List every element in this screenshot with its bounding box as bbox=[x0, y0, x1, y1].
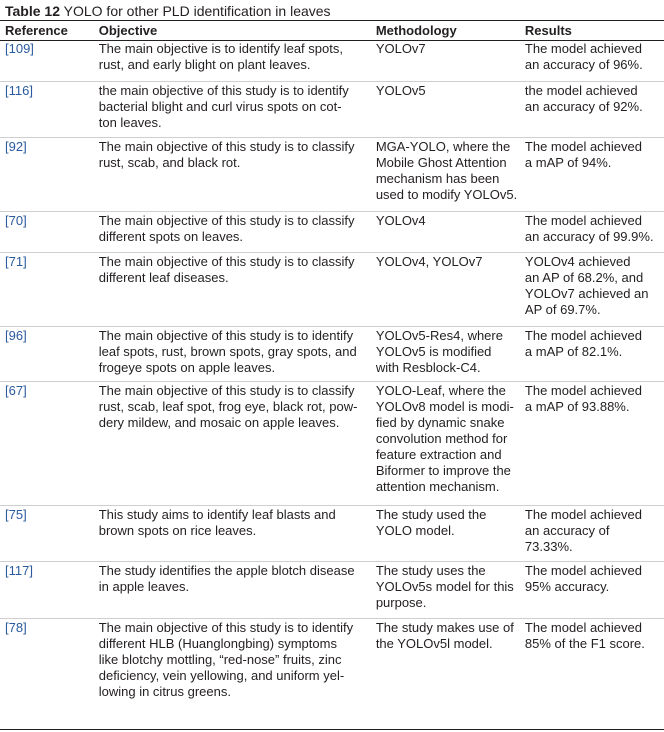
header-methodology: Methodology bbox=[375, 23, 457, 38]
table-title: YOLO for other PLD identification in leaves bbox=[63, 3, 331, 19]
table-row bbox=[0, 561, 664, 618]
methodology-cell: MGA-YOLO, where the Mobile Ghost Attention mechanism has been used to modify YOLOv5. bbox=[376, 137, 525, 211]
table-caption bbox=[5, 2, 331, 20]
objective-cell: This study aims to identify leaf blasts and brown spots on rice leaves. bbox=[99, 505, 376, 561]
results-cell: The model achieved an accuracy of 96%. bbox=[524, 41, 643, 72]
table-row bbox=[0, 505, 664, 561]
objective-cell: The study identifies the apple blotch disease in apple leaves. bbox=[99, 561, 376, 618]
table-row bbox=[0, 381, 664, 505]
reference-link[interactable]: [71] bbox=[0, 252, 99, 326]
header-results: Results bbox=[524, 23, 572, 38]
table-label: Table 12 bbox=[5, 3, 60, 19]
table-row bbox=[0, 618, 664, 708]
objective-cell: The main objective of this study is to classify different spots on leaves. bbox=[99, 211, 376, 252]
table-row bbox=[0, 137, 664, 211]
table-row bbox=[0, 211, 664, 252]
results-cell: The model achieved 85% of the F1 score. bbox=[525, 618, 664, 708]
table-row bbox=[0, 326, 664, 381]
objective-cell: The main objective is to identify leaf spots, rust, and early blight on plant leaves. bbox=[98, 41, 343, 72]
results-cell: The model achieved 95% accuracy. bbox=[525, 561, 664, 618]
objective-cell: The main objective of this study is to identify different HLB (Huanglongbing) symptoms like blotchy mottling, “red-nose” fruits, zinc deficiency, vein yellowing, and uniform yel- lowing in citrus greens. bbox=[99, 618, 376, 708]
methodology-cell: YOLOv7 bbox=[375, 41, 426, 56]
reference-link[interactable]: [116] bbox=[0, 81, 99, 137]
bottom-rule bbox=[0, 729, 664, 730]
objective-cell: The main objective of this study is to classify rust, scab, leaf spot, frog eye, black rot, pow- dery mildew, and mosaic on apple leaves. bbox=[99, 381, 376, 505]
results-cell: The model achieved a mAP of 93.88%. bbox=[525, 381, 664, 505]
results-cell: The model achieved an accuracy of 73.33%. bbox=[525, 505, 664, 561]
results-cell: YOLOv4 achieved an AP of 68.2%, and YOLOv7 achieved an AP of 69.7%. bbox=[525, 252, 664, 326]
methodology-cell: The study used the YOLO model. bbox=[376, 505, 525, 561]
table-row bbox=[0, 252, 664, 326]
table-row bbox=[0, 40, 664, 81]
methodology-cell: YOLOv4, YOLOv7 bbox=[376, 252, 525, 326]
objective-cell: The main objective of this study is to classify rust, scab, and black rot. bbox=[99, 137, 376, 211]
reference-link[interactable]: [78] bbox=[0, 618, 99, 708]
methodology-cell: YOLOv5-Res4, where YOLOv5 is modified with Resblock-C4. bbox=[376, 326, 525, 381]
reference-link[interactable]: [109] bbox=[5, 41, 34, 56]
header-objective: Objective bbox=[98, 23, 158, 38]
results-cell: The model achieved a mAP of 82.1%. bbox=[525, 326, 664, 381]
objective-cell: the main objective of this study is to identify bacterial blight and curl virus spots on cot- ton leaves. bbox=[99, 81, 376, 137]
table-body bbox=[0, 40, 664, 708]
methodology-cell: YOLOv5 bbox=[376, 81, 525, 137]
objective-cell: The main objective of this study is to identify leaf spots, rust, brown spots, gray spots, and frogeye spots on apple leaves. bbox=[99, 326, 376, 381]
header-reference: Reference bbox=[5, 23, 68, 38]
methodology-cell: The study makes use of the YOLOv5l model. bbox=[376, 618, 525, 708]
reference-link[interactable]: [70] bbox=[0, 211, 99, 252]
objective-cell: The main objective of this study is to classify different leaf diseases. bbox=[99, 252, 376, 326]
table-header-row bbox=[0, 21, 664, 40]
methodology-cell: The study uses the YOLOv5s model for this purpose. bbox=[376, 561, 525, 618]
results-cell: The model achieved a mAP of 94%. bbox=[525, 137, 664, 211]
reference-link[interactable]: [96] bbox=[0, 326, 99, 381]
methodology-cell: YOLO-Leaf, where the YOLOv8 model is modi- fied by dynamic snake convolution method for feature extraction and Biformer to improve the attention mechanism. bbox=[376, 381, 525, 505]
yolo-table bbox=[0, 21, 664, 708]
methodology-cell: YOLOv4 bbox=[376, 211, 525, 252]
reference-link[interactable]: [92] bbox=[0, 137, 99, 211]
results-cell: the model achieved an accuracy of 92%. bbox=[525, 81, 664, 137]
reference-link[interactable]: [75] bbox=[0, 505, 99, 561]
table-row bbox=[0, 81, 664, 137]
results-cell: The model achieved an accuracy of 99.9%. bbox=[525, 211, 664, 252]
reference-link[interactable]: [67] bbox=[0, 381, 99, 505]
reference-link[interactable]: [117] bbox=[0, 561, 99, 618]
